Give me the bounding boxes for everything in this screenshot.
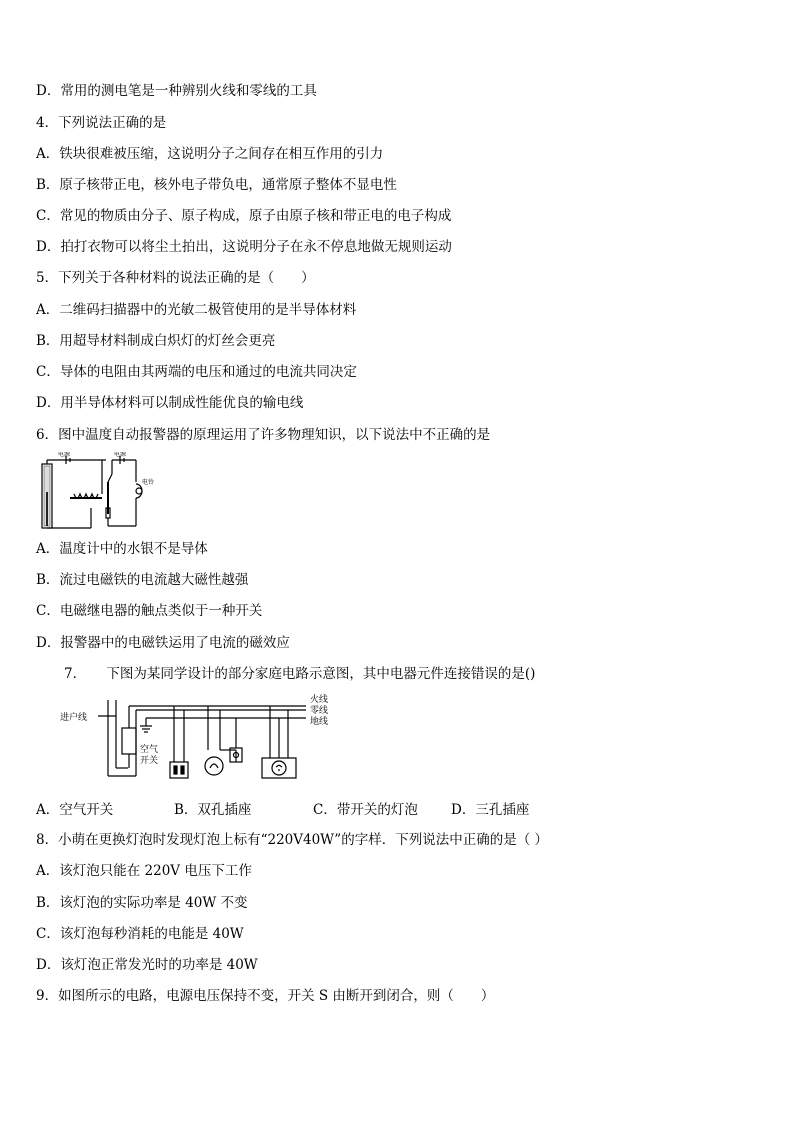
- q4-option-b: B．原子核带正电，核外电子带负电，通常原子整体不显电性: [36, 177, 397, 193]
- q6-option-d: D．报警器中的电磁铁运用了电流的磁效应: [36, 635, 290, 651]
- q7-ground-label: 地线: [310, 717, 329, 727]
- q8-option-c: C．该灯泡每秒消耗的电能是 40W: [36, 926, 244, 942]
- q6-figure: [36, 452, 166, 532]
- q6-stem: 6．图中温度自动报警器的原理运用了许多物理知识，以下说法中不正确的是: [36, 427, 491, 443]
- q8-option-d: D．该灯泡正常发光时的功率是 40W: [36, 957, 258, 973]
- q7-option-a: A．空气开关: [36, 802, 114, 818]
- q9-stem: 9．如图所示的电路，电源电压保持不变，开关 S 由断开到闭合，则（ ）: [36, 988, 495, 1004]
- q7-option-c: C．带开关的灯泡: [313, 802, 418, 818]
- q7-inlet-label: 进户线: [60, 713, 88, 723]
- q6-option-b: B．流过电磁铁的电流越大磁性越强: [36, 572, 249, 588]
- q8-option-b: B．该灯泡的实际功率是 40W 不变: [36, 895, 248, 911]
- q5-option-d: D．用半导体材料可以制成性能优良的输电线: [36, 395, 304, 411]
- q6-source2-label: 电源: [114, 452, 127, 458]
- q7-breaker-label-1: 空气: [140, 745, 159, 755]
- q7-option-d: D．三孔插座: [451, 802, 530, 818]
- q8-option-a: A．该灯泡只能在 220V 电压下工作: [36, 863, 252, 879]
- q5-stem: 5．下列关于各种材料的说法正确的是（ ）: [36, 270, 315, 286]
- q4-option-a: A．铁块很难被压缩，这说明分子之间存在相互作用的引力: [36, 146, 384, 162]
- q5-option-a: A．二维码扫描器中的光敏二极管使用的是半导体材料: [36, 302, 357, 318]
- q4-option-d: D．拍打衣物可以将尘土拍出，这说明分子在永不停息地做无规则运动: [36, 239, 452, 255]
- q6-option-c: C．电磁继电器的触点类似于一种开关: [36, 603, 263, 619]
- q7-option-b: B．双孔插座: [174, 802, 252, 818]
- q7-stem: 7． 下图为某同学设计的部分家庭电路示意图，其中电器元件连接错误的是(): [64, 666, 536, 682]
- q4-option-c: C．常见的物质由分子、原子构成，原子由原子核和带正电的电子构成: [36, 208, 452, 224]
- q7-neutral-label: 零线: [310, 706, 329, 716]
- q6-source1-label: 电源: [58, 452, 71, 458]
- q3-option-d: D．常用的测电笔是一种辨别火线和零线的工具: [36, 83, 317, 99]
- q7-figure: [60, 690, 360, 790]
- q5-option-c: C．导体的电阻由其两端的电压和通过的电流共同决定: [36, 364, 357, 380]
- q8-stem: 8．小萌在更换灯泡时发现灯泡上标有“220V40W”的字样．下列说法中正确的是（ ）: [36, 832, 549, 848]
- q6-bell-label: 电铃: [142, 479, 155, 486]
- q4-stem: 4．下列说法正确的是: [36, 115, 167, 131]
- q7-live-label: 火线: [310, 695, 329, 705]
- q5-option-b: B．用超导材料制成白炽灯的灯丝会更亮: [36, 333, 276, 349]
- q6-option-a: A．温度计中的水银不是导体: [36, 541, 208, 557]
- q7-breaker-label-2: 开关: [140, 756, 159, 766]
